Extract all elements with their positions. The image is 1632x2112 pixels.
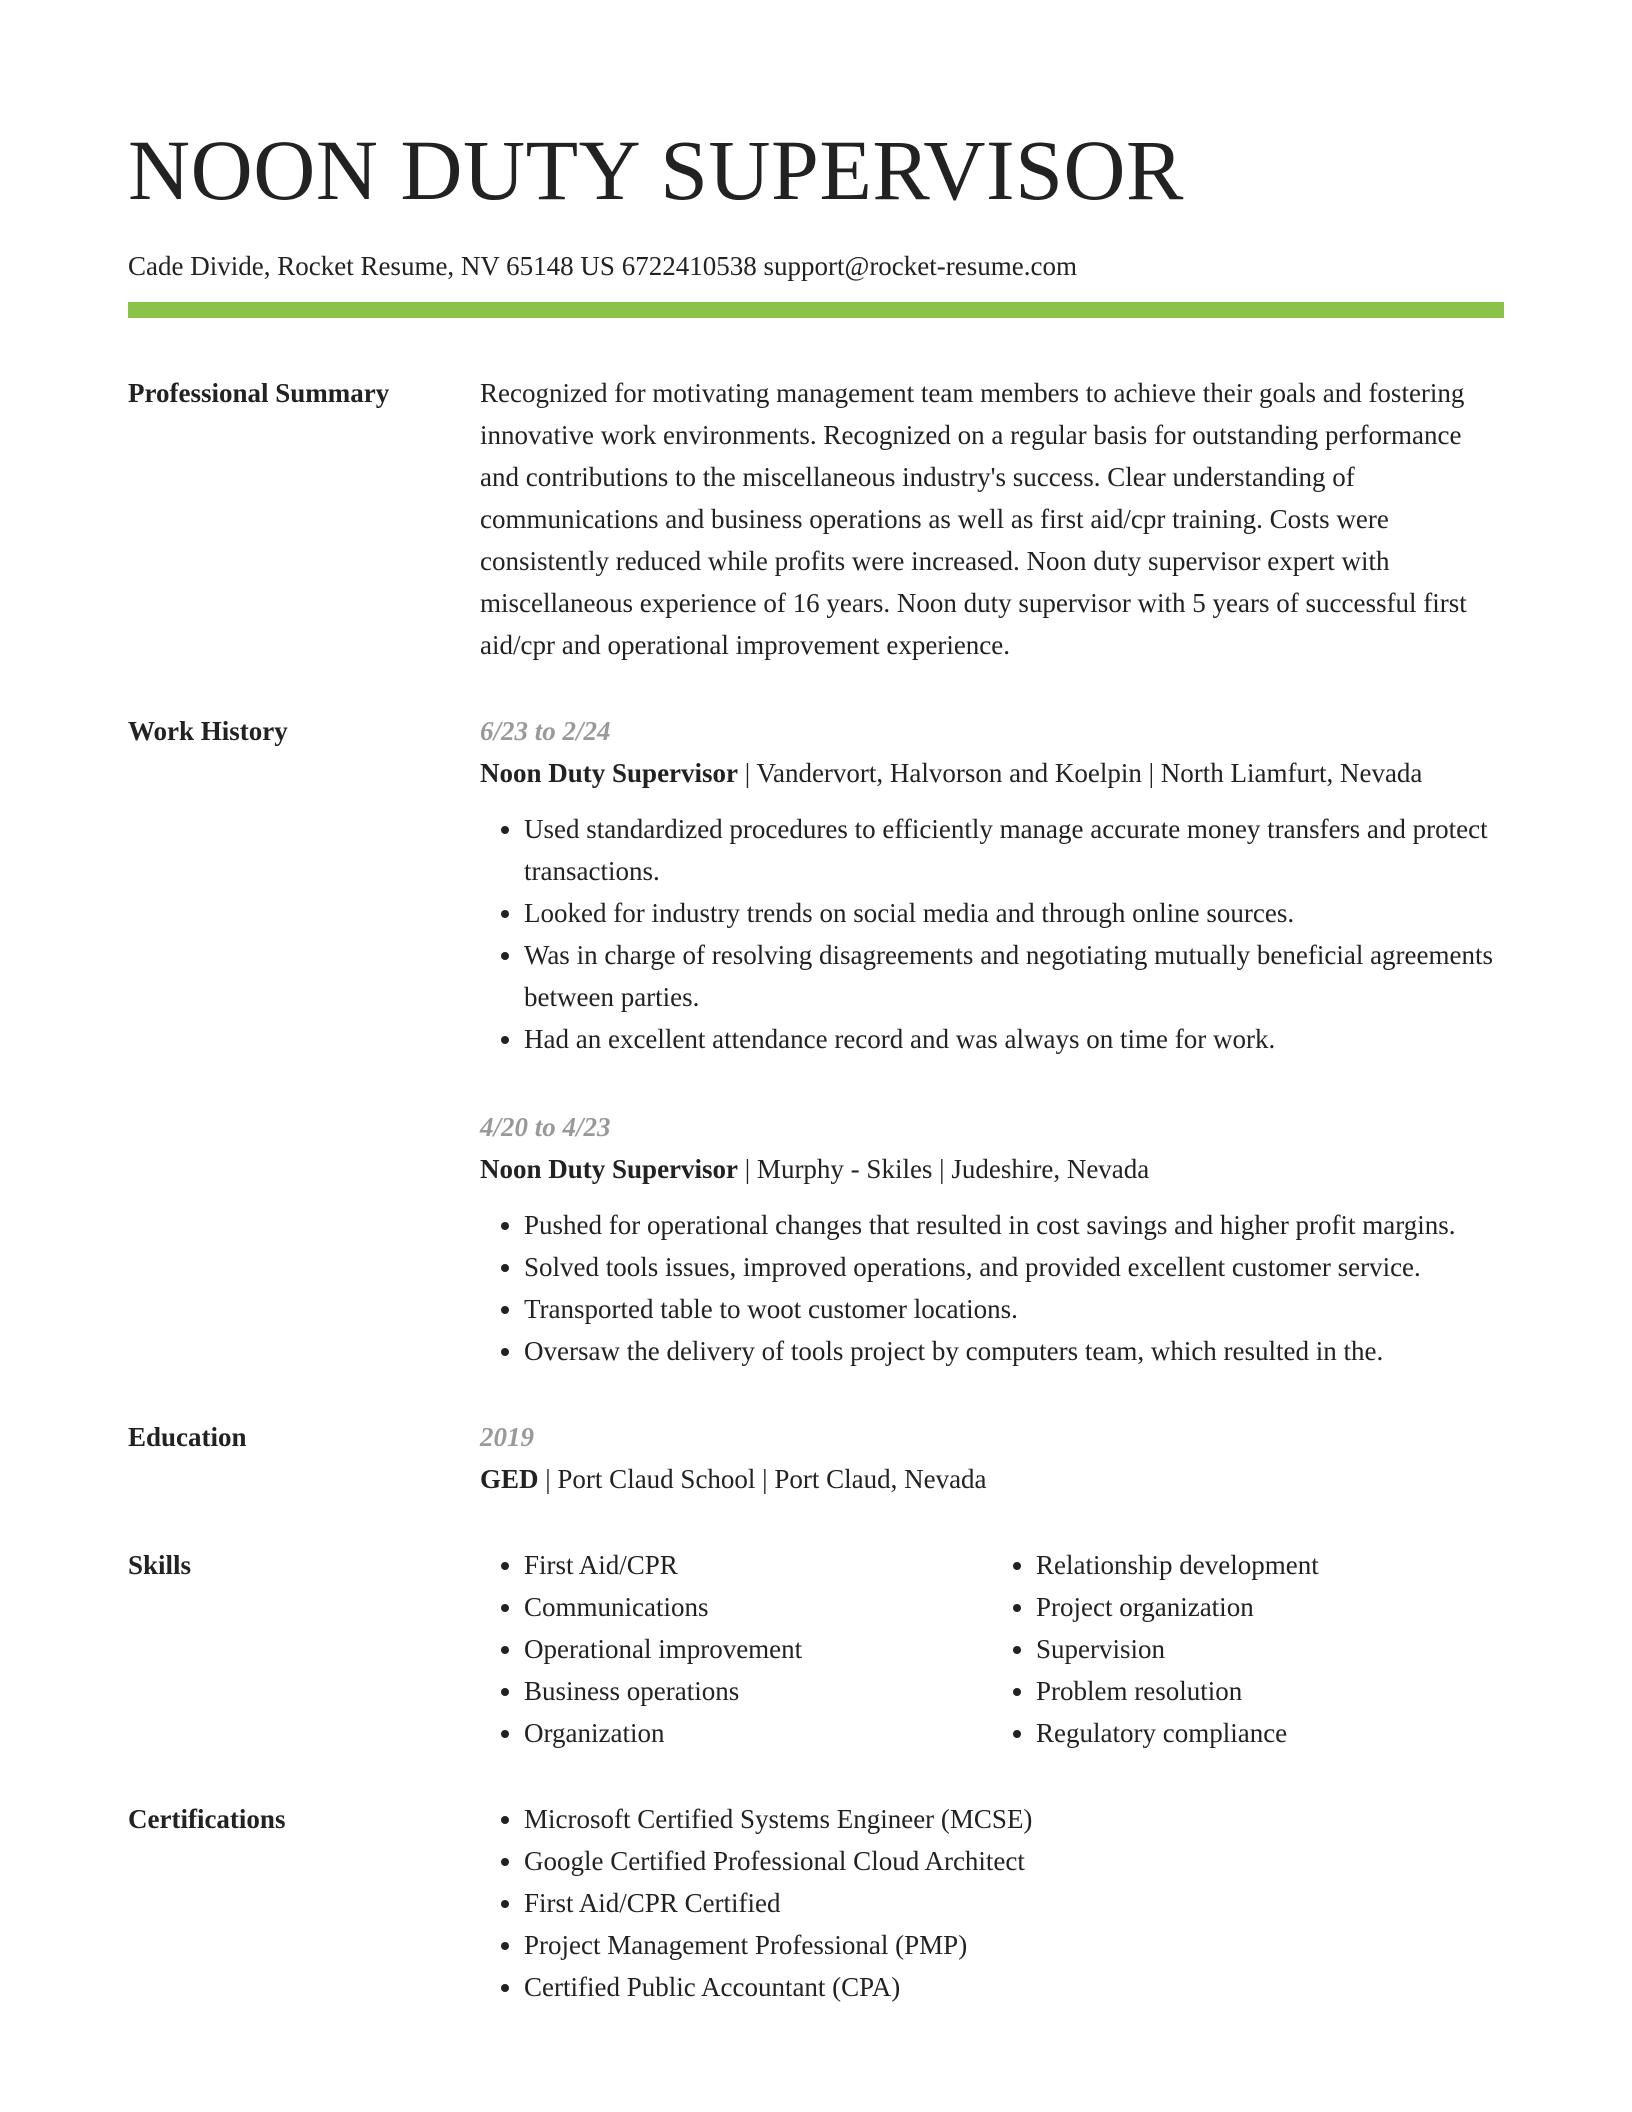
job-entry — [480, 1106, 1504, 1372]
certifications-body — [480, 1798, 1504, 2008]
job-title: Noon Duty Supervisor — [480, 1154, 739, 1184]
list-item: • Problem resolution — [1036, 1670, 1504, 1712]
job-details: | Murphy - Skiles | Judeshire, Nevada — [738, 1154, 1150, 1184]
list-item: • Business operations — [524, 1670, 992, 1712]
list-item: • Used standardized procedures to efficiently manage accurate money transfers and protect transactions. — [524, 808, 1504, 892]
accent-divider — [128, 302, 1504, 318]
education-body — [480, 1416, 1504, 1500]
certifications-section — [128, 1798, 1504, 2008]
job-bullets — [480, 1204, 1504, 1372]
list-item: • Looked for industry trends on social media and through online sources. — [524, 892, 1504, 934]
education-heading — [480, 1458, 1504, 1500]
list-item: • Organization — [524, 1712, 992, 1754]
education-section — [128, 1416, 1504, 1500]
job-bullets — [480, 808, 1504, 1060]
contact-info: Cade Divide, Rocket Resume, NV 65148 US 6722410538 support@rocket-resume.com — [128, 251, 1077, 281]
list-item: • Operational improvement — [524, 1628, 992, 1670]
list-item: • Solved tools issues, improved operations, and provided excellent customer service. — [524, 1246, 1504, 1288]
education-degree: GED — [480, 1464, 539, 1494]
skills-section — [128, 1544, 1504, 1754]
job-heading — [480, 1148, 1504, 1190]
skills-list-right — [992, 1544, 1504, 1754]
list-item: • Was in charge of resolving disagreements and negotiating mutually beneficial agreements between parties. — [524, 934, 1504, 1018]
list-item: • Regulatory compliance — [1036, 1712, 1504, 1754]
work-history-body — [480, 710, 1504, 1372]
section-label-education: Education — [128, 1422, 247, 1452]
job-heading — [480, 752, 1504, 794]
list-item: • Communications — [524, 1586, 992, 1628]
resume-name: NOON DUTY SUPERVISOR — [128, 122, 1184, 218]
list-item: • Oversaw the delivery of tools project by computers team, which resulted in the. — [524, 1330, 1504, 1372]
list-item: • Supervision — [1036, 1628, 1504, 1670]
education-year: 2019 — [480, 1422, 534, 1452]
section-label-certifications: Certifications — [128, 1804, 286, 1834]
list-item: • Pushed for operational changes that resulted in cost savings and higher profit margins. — [524, 1204, 1504, 1246]
list-item: • Project Management Professional (PMP) — [524, 1924, 1504, 1966]
education-details: | Port Claud School | Port Claud, Nevada — [538, 1464, 987, 1494]
list-item: • Transported table to woot customer locations. — [524, 1288, 1504, 1330]
list-item: • Relationship development — [1036, 1544, 1504, 1586]
work-history-section — [128, 710, 1504, 1372]
certifications-list — [480, 1798, 1504, 2008]
summary-text: Recognized for motivating management team members to achieve their goals and fostering innovative work environments. Recognized on a regular basis for outstanding performance and contributions to the miscellaneous industry's success. Clear understanding of communications and business operations as well as first aid/cpr training. Costs were consistently reduced while profits were increased. Noon duty supervisor expert with miscellaneous experience of 16 years. Noon duty supervisor with 5 years of successful first aid/cpr and operational improvement experience. — [480, 378, 1467, 660]
section-label-summary: Professional Summary — [128, 378, 390, 408]
list-item: • Project organization — [1036, 1586, 1504, 1628]
job-dates: 4/20 to 4/23 — [480, 1112, 611, 1142]
skills-body — [480, 1544, 1504, 1754]
summary-body — [480, 372, 1504, 666]
list-item: • Microsoft Certified Systems Engineer (MCSE) — [524, 1798, 1504, 1840]
job-title: Noon Duty Supervisor — [480, 758, 739, 788]
list-item: • First Aid/CPR Certified — [524, 1882, 1504, 1924]
list-item: • Had an excellent attendance record and was always on time for work. — [524, 1018, 1504, 1060]
section-label-skills: Skills — [128, 1550, 192, 1580]
section-label-work-history: Work History — [128, 716, 288, 746]
summary-section — [128, 372, 1504, 666]
list-item: • Google Certified Professional Cloud Architect — [524, 1840, 1504, 1882]
list-item: • First Aid/CPR — [524, 1544, 992, 1586]
list-item: • Certified Public Accountant (CPA) — [524, 1966, 1504, 2008]
skills-list-left — [480, 1544, 992, 1754]
job-dates: 6/23 to 2/24 — [480, 716, 611, 746]
job-entry — [480, 710, 1504, 1060]
job-details: | Vandervort, Halvorson and Koelpin | North Liamfurt, Nevada — [738, 758, 1423, 788]
